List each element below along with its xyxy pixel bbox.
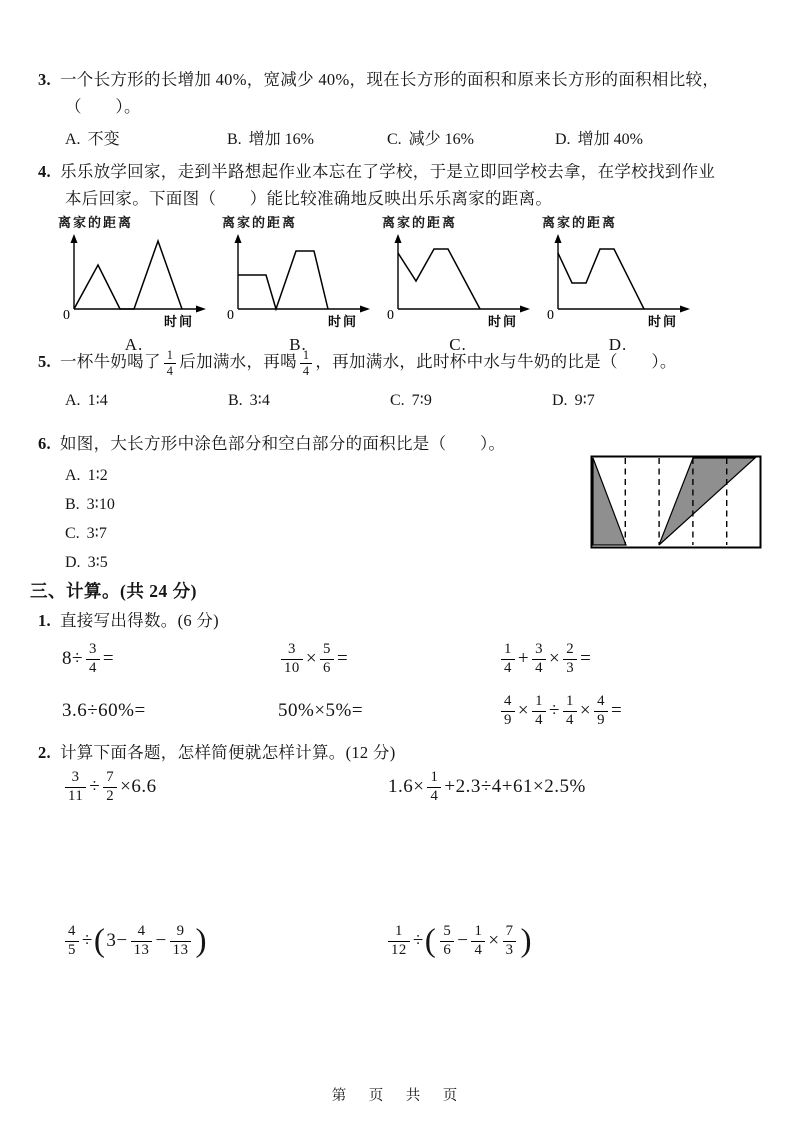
fraction: $\frac{4}{5}$: [65, 923, 79, 960]
option-label: 增加 40%: [577, 131, 643, 148]
option-key: C.: [387, 131, 402, 148]
fraction: $\frac{1}{4}$: [532, 693, 546, 730]
fraction: $\frac{1}{4}$: [501, 641, 515, 678]
graph-plot: [382, 231, 534, 329]
parenthesis: ): [195, 922, 208, 959]
question-text: 一杯牛奶喝了 $\frac{1}{4}$ 后加满水，再喝 $\frac{1}{4}$ ，再加满水，此时杯中水与牛奶的比是（ ）。: [59, 348, 677, 378]
fraction: $\frac{5}{6}$: [440, 923, 454, 960]
fraction: $\frac{5}{6}$: [320, 641, 334, 678]
question-number: 6.: [38, 434, 51, 453]
question-3-options: [38, 126, 768, 152]
fraction: $\frac{9}{13}$: [170, 923, 192, 960]
svg-text:时间: 时间: [488, 314, 519, 329]
fraction: $\frac{3}{4}$: [532, 641, 546, 678]
option-a: [65, 126, 120, 149]
question-text: 乐乐放学回家，走到半路想起作业本忘在了学校，于是立即回学校去拿，在学校找到作业: [59, 162, 716, 181]
question-number: 5.: [38, 352, 51, 372]
option-d: [65, 548, 768, 577]
item-number: 2.: [38, 743, 51, 762]
svg-text:0: 0: [227, 308, 234, 323]
graph-plot: [222, 231, 374, 329]
fraction: $\frac{2}{3}$: [563, 641, 577, 678]
question-4-line1: [38, 158, 768, 185]
item-number: 1.: [38, 611, 51, 630]
option-key: D.: [555, 131, 571, 148]
option-label: 减少 16%: [408, 131, 475, 148]
option-key: D.: [552, 391, 568, 409]
svg-text:0: 0: [63, 308, 70, 323]
option-key: D.: [65, 554, 81, 571]
calc-expression: $\frac{4}{5}$ ÷ ( 3− $\frac{4}{13}$ − $\frac{9}{13}$ ): [62, 916, 208, 966]
fraction: $\frac{3}{10}$: [281, 641, 303, 678]
graph-plot: [542, 231, 694, 329]
option-key: A.: [65, 467, 81, 484]
question-4-graphs: [0, 212, 793, 352]
svg-text:时间: 时间: [648, 314, 679, 329]
parenthesis: (: [93, 922, 106, 959]
option-b: [227, 126, 314, 149]
calc-expression: 8÷ $\frac{3}{4}$ =: [62, 640, 115, 676]
parenthesis: ): [520, 922, 533, 959]
question-3: [38, 66, 768, 152]
distance-time-graph-c: [382, 212, 534, 355]
option-label: 3∶5: [87, 554, 108, 571]
fraction: $\frac{7}{3}$: [503, 923, 517, 960]
option-label: 1∶4: [87, 391, 108, 409]
fraction: $\frac{1}{4}$: [164, 348, 176, 379]
option-label: 7∶9: [411, 391, 432, 409]
calc-expression: 3.6÷60%=: [62, 700, 146, 721]
option-d: [555, 126, 643, 149]
fraction: $\frac{4}{9}$: [501, 693, 515, 730]
option-c: [390, 390, 432, 410]
figure-svg: [590, 455, 762, 549]
fraction: $\frac{1}{4}$: [471, 923, 485, 960]
graph-option-label: B.: [289, 335, 307, 354]
parenthesis: (: [424, 922, 437, 959]
option-key: B.: [227, 131, 242, 148]
question-5-stem: [38, 348, 768, 379]
graph-plot: [58, 231, 210, 329]
option-label: 3∶10: [86, 496, 115, 513]
question-3-line2: （ ）。: [65, 97, 141, 116]
calc-expression: 50%×5%=: [278, 700, 364, 721]
option-key: C.: [65, 525, 80, 542]
calc-expression: $\frac{1}{4}$ + $\frac{3}{4}$ × $\frac{2}{3}$ =: [498, 634, 591, 684]
option-label: 1∶2: [87, 467, 108, 484]
graph-y-axis-label: 离家的距离: [542, 215, 618, 230]
calc-item-1: [38, 607, 219, 631]
fraction: $\frac{1}{4}$: [563, 693, 577, 730]
option-key: A.: [65, 131, 81, 148]
calc-expression: $\frac{3}{10}$ × $\frac{5}{6}$ =: [278, 634, 348, 684]
distance-time-graph-a: [58, 212, 210, 355]
calc-expression: $\frac{3}{11}$ ÷ $\frac{7}{2}$ ×6.6: [62, 762, 157, 812]
question-3-line1: [38, 66, 768, 93]
question-5: [38, 348, 768, 416]
graph-option-label: A.: [124, 335, 144, 354]
option-a: [65, 390, 108, 410]
question-4: [38, 158, 768, 212]
fraction: $\frac{1}{4}$: [427, 769, 441, 806]
fraction: $\frac{3}{4}$: [86, 641, 100, 678]
item-text: 直接写出得数。(6 分): [59, 611, 219, 630]
svg-text:时间: 时间: [164, 314, 195, 329]
shaded-rectangle-figure: [590, 455, 762, 549]
option-key: A.: [65, 391, 81, 409]
option-label: 增加 16%: [248, 131, 315, 148]
question-number: 3.: [38, 70, 51, 89]
graph-option-label: C.: [449, 335, 467, 354]
distance-time-graph-d: [542, 212, 694, 355]
graph-y-axis-label: 离家的距离: [222, 215, 298, 230]
distance-time-graph-b: [222, 212, 374, 355]
option-d: [552, 390, 595, 410]
option-label: 不变: [87, 131, 120, 148]
option-label: 9∶7: [574, 391, 595, 409]
svg-text:时间: 时间: [328, 314, 359, 329]
question-text: 如图，大长方形中涂色部分和空白部分的面积比是（ ）。: [59, 434, 506, 453]
fraction: $\frac{3}{11}$: [65, 769, 86, 806]
fraction: $\frac{1}{12}$: [388, 923, 410, 960]
option-label: 3∶4: [249, 391, 270, 409]
question-6-stem: [38, 430, 768, 457]
option-key: B.: [65, 496, 80, 513]
graph-y-axis-label: 离家的距离: [382, 215, 458, 230]
graph-option-label: D.: [608, 335, 628, 354]
fraction: $\frac{1}{4}$: [300, 348, 312, 379]
calc-item-2: [38, 739, 396, 763]
fraction: $\frac{7}{2}$: [103, 769, 117, 806]
calc-expression: $\frac{1}{12}$ ÷ ( $\frac{5}{6}$ − $\frac{1}{4}$ × $\frac{7}{3}$ ): [385, 916, 533, 966]
svg-text:0: 0: [547, 308, 554, 323]
option-key: C.: [390, 391, 405, 409]
option-c: [387, 126, 474, 149]
page-footer: 第 页 共 页: [331, 1088, 462, 1104]
option-b: [228, 390, 270, 410]
item-text: 计算下面各题，怎样简便就怎样计算。(12 分): [59, 743, 396, 762]
section-heading: 三、计算。(共 24 分): [30, 581, 197, 601]
option-label: 3∶7: [86, 525, 107, 542]
question-4-line2: 本后回家。下面图（ ）能比较准确地反映出乐乐离家的距离。: [65, 189, 553, 208]
graph-y-axis-label: 离家的距离: [58, 215, 134, 230]
calc-expression: 1.6× $\frac{1}{4}$ +2.3÷4+61×2.5%: [388, 768, 586, 804]
calc-expression: $\frac{4}{9}$ × $\frac{1}{4}$ ÷ $\frac{1}{4}$ × $\frac{4}{9}$ =: [498, 686, 622, 736]
question-number: 4.: [38, 162, 51, 181]
option-key: B.: [228, 391, 243, 409]
fraction: $\frac{4}{13}$: [131, 923, 153, 960]
fraction: $\frac{4}{9}$: [594, 693, 608, 730]
question-text: 一个长方形的长增加 40%，宽减少 40%，现在长方形的面积和原来长方形的面积相比较，: [59, 70, 720, 89]
question-5-options: [38, 390, 768, 416]
svg-text:0: 0: [387, 308, 394, 323]
